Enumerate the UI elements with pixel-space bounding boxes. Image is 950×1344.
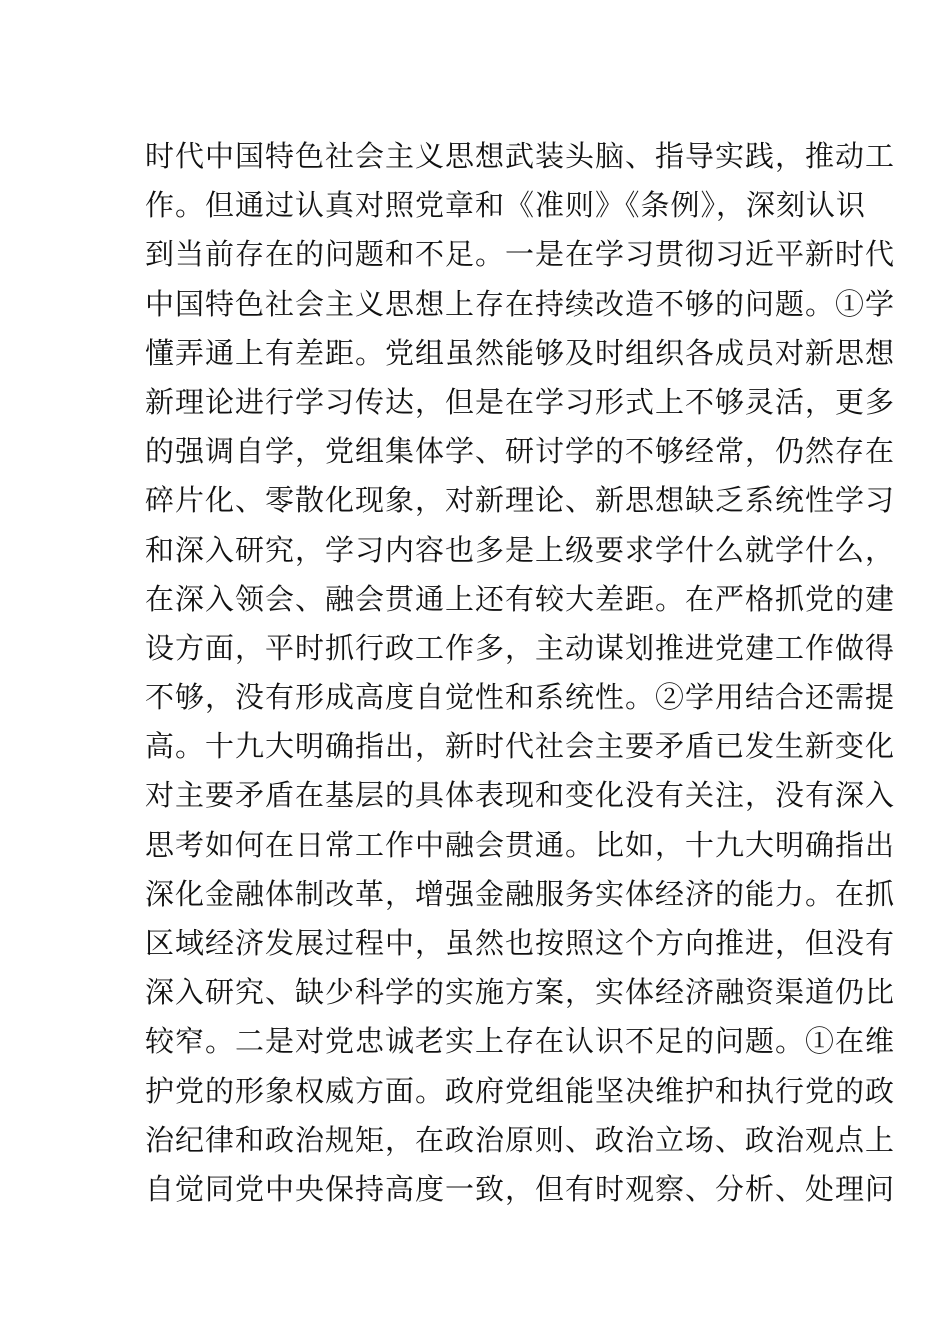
text-line-22: 自觉同党中央保持高度一致，但有时观察、分析、处理问 [145,1171,896,1206]
text-line-6: 新理论进行学习传达，但是在学习形式上不够灵活，更多 [145,384,896,419]
text-line-7: 的强调自学，党组集体学、研讨学的不够经常，仍然存在 [145,434,896,469]
text-line-8: 碎片化、零散化现象，对新理论、新思想缺乏系统性学习 [145,483,896,518]
text-line-17: 区域经济发展过程中，虽然也按照这个方向推进，但没有 [145,926,896,960]
text-line-3: 到当前存在的问题和不足。一是在学习贯彻习近平新时代 [145,237,896,272]
text-line-15: 思考如何在日常工作中融会贯通。比如，十九大明确指出 [145,827,896,862]
text-line-12: 不够，没有形成高度自觉性和系统性。②学用结合还需提 [145,680,896,715]
text-line-19: 较窄。二是对党忠诚老实上存在认识不足的问题。①在维 [145,1024,896,1059]
text-line-5: 懂弄通上有差距。党组虽然能够及时组织各成员对新思想 [145,335,896,370]
body-text [145,132,896,1214]
text-line-20: 护党的形象权威方面。政府党组能坚决维护和执行党的政 [145,1073,896,1108]
text-line-9: 和深入研究，学习内容也多是上级要求学什么就学什么， [145,532,896,567]
text-line-2: 作。但通过认真对照党章和《准则》《条例》，深刻认识 [145,188,867,223]
text-line-21: 治纪律和政治规矩，在政治原则、政治立场、政治观点上 [145,1122,896,1157]
text-line-14: 对主要矛盾在基层的具体表现和变化没有关注，没有深入 [145,778,896,813]
text-line-18: 深入研究、缺少科学的实施方案，实体经济融资渠道仍比 [145,975,896,1010]
text-line-11: 设方面，平时抓行政工作多，主动谋划推进党建工作做得 [145,630,896,665]
text-line-13: 高。十九大明确指出，新时代社会主要矛盾已发生新变化 [145,729,896,764]
text-line-16: 深化金融体制改革，增强金融服务实体经济的能力。在抓 [145,876,896,911]
text-line-10: 在深入领会、融会贯通上还有较大差距。在严格抓党的建 [145,581,896,616]
text-line-4: 中国特色社会主义思想上存在持续改造不够的问题。①学 [145,286,896,321]
text-line-1: 时代中国特色社会主义思想武装头脑、指导实践，推动工 [145,139,896,173]
